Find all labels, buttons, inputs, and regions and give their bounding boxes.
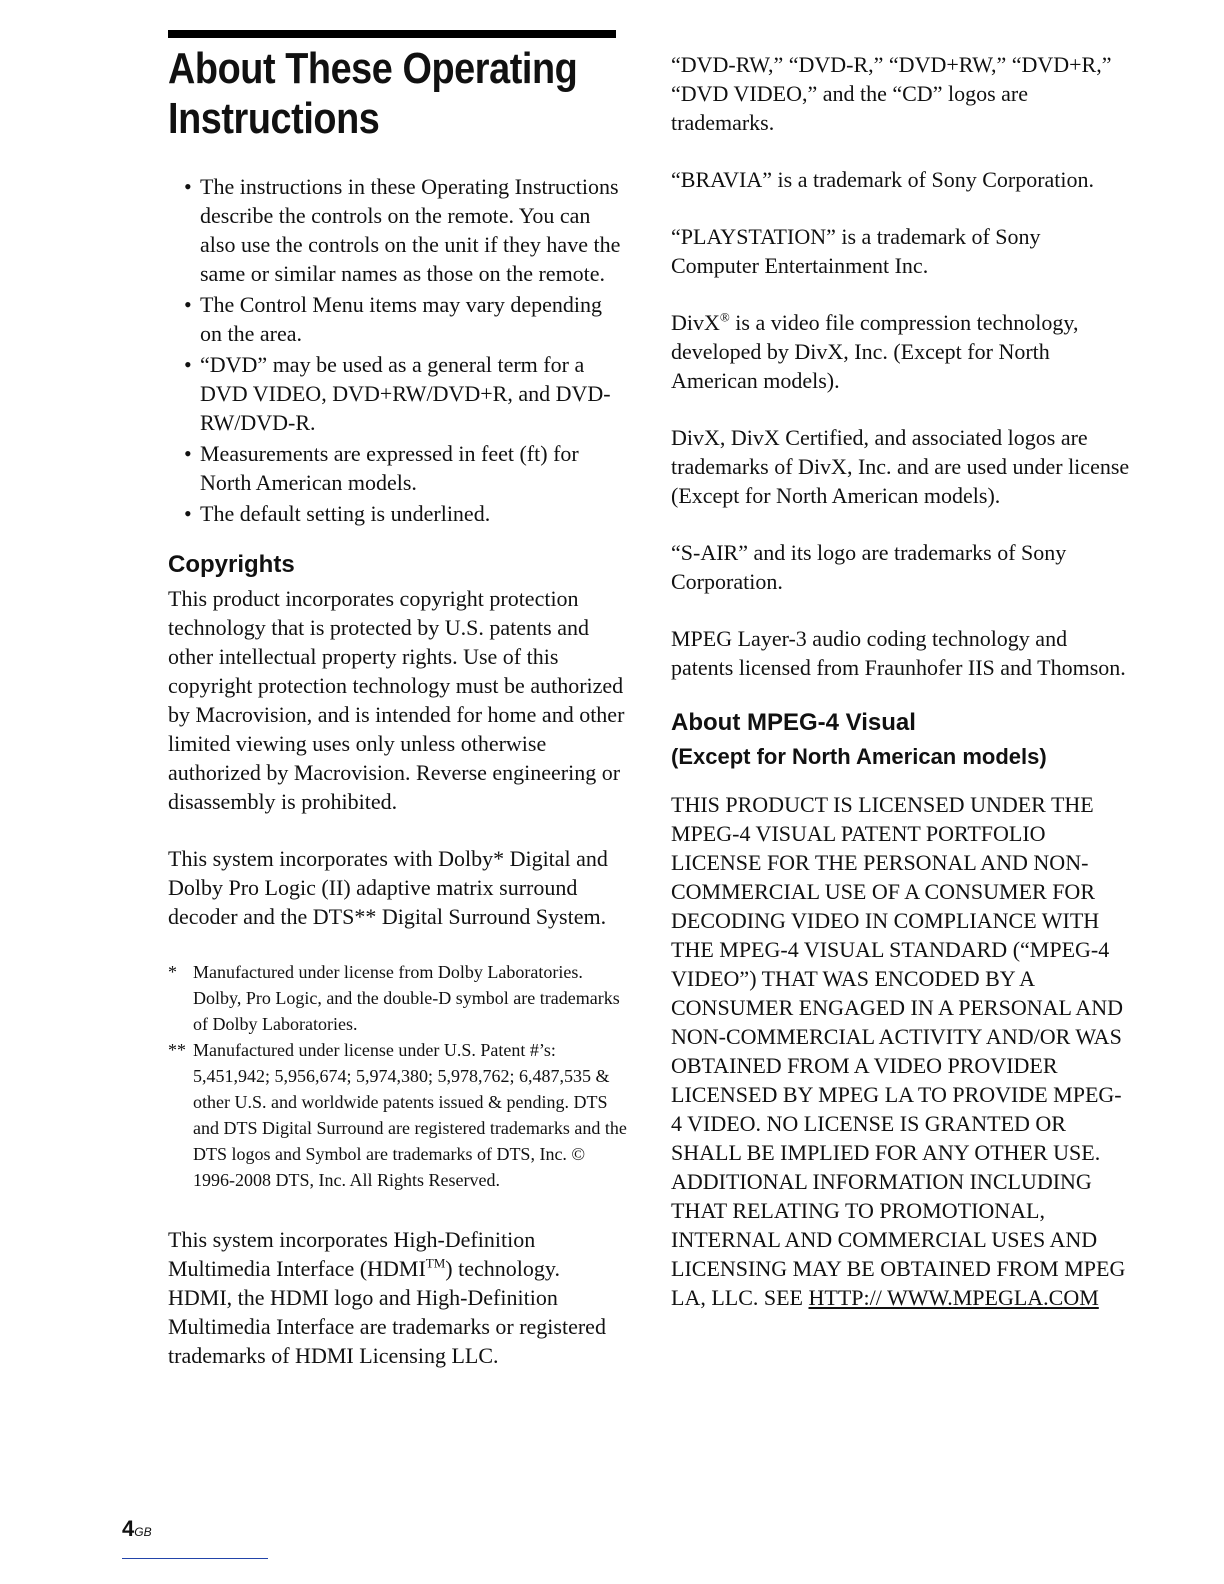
- left-column: [168, 44, 628, 1370]
- s-air-paragraph: “S-AIR” and its logo are trademarks of Sony Corporation.: [671, 540, 1067, 594]
- list-item: • “DVD” may be used as a general term for a DVD VIDEO, DVD+RW/DVD+R, and DVD-RW/DVD-R.: [184, 350, 628, 437]
- mpeg4-heading: About MPEG-4 Visual: [671, 709, 916, 736]
- mpeg-layer3-paragraph: MPEG Layer-3 audio coding technology and patents licensed from Fraunhofer IIS and Thomson.: [671, 626, 1126, 680]
- footnote-text: Manufactured under license under U.S. Patent #’s: 5,451,942; 5,956,674; 5,974,380; 5,978,762; 6,487,535 & other U.S. and worldwide patents issued & pending. DTS and DTS Digital Surround are registered trademarks and the DTS logos and Symbol are trademarks of DTS, Inc. © 1996-2008 DTS, Inc. All Rights Reserved.: [193, 1040, 627, 1190]
- page-title: [168, 44, 615, 144]
- dolby-dts-paragraph: This system incorporates with Dolby* Digital and Dolby Pro Logic (II) adaptive matrix surround decoder and the DTS** Digital Surround System.: [168, 846, 608, 929]
- mpeg4-license-paragraph: [671, 790, 1131, 1312]
- trademark-symbol: TM: [425, 1255, 446, 1271]
- footnote-mark: *: [168, 962, 177, 982]
- footnote-mark: **: [168, 1040, 186, 1060]
- mpeg4-subheading: (Except for North American models): [671, 744, 1047, 769]
- hdmi-text-1: This system incorporates High-Definition Multimedia Interface (HDMI: [168, 1227, 536, 1281]
- registered-symbol: ®: [719, 309, 730, 325]
- divx-text-1: DivX: [671, 310, 720, 335]
- right-column: [671, 50, 1131, 1312]
- copyright-protection-paragraph: This product incorporates copyright protection technology that is protected by U.S. patents and other intellectual property rights. Use of this copyright protection technology must be authorized by Macrovision, and is intended for home and other limited viewing uses only unless otherwise authorized by Macrovision. Reverse engineering or disassembly is prohibited.: [168, 586, 625, 814]
- mpegla-link[interactable]: HTTP:// WWW.MPEGLA.COM: [808, 1285, 1099, 1310]
- list-item: • Measurements are expressed in feet (ft) for North American models.: [184, 439, 628, 497]
- page-number: [122, 1516, 152, 1542]
- playstation-paragraph: “PLAYSTATION” is a trademark of Sony Computer Entertainment Inc.: [671, 224, 1041, 278]
- mpeg4-license-text: THIS PRODUCT IS LICENSED UNDER THE MPEG-4 VISUAL PATENT PORTFOLIO LICENSE FOR THE PERSONAL AND NON-COMMERCIAL USE OF A CONSUMER FOR DECODING VIDEO IN COMPLIANCE WITH THE MPEG-4 VISUAL STANDARD (“MPEG-4 VIDEO”) THAT WAS ENCODED BY A CONSUMER ENGAGED IN A PERSONAL AND NON-COMMERCIAL ACTIVITY AND/OR WAS OBTAINED FROM A VIDEO PROVIDER LICENSED BY MPEG LA TO PROVIDE MPEG-4 VIDEO. NO LICENSE IS GRANTED OR SHALL BE IMPLIED FOR ANY OTHER USE. ADDITIONAL INFORMATION INCLUDING THAT RELATING TO PROMOTIONAL, INTERNAL AND COMMERCIAL USES AND LICENSING MAY BE OBTAINED FROM MPEG LA, LLC. SEE: [671, 792, 1126, 1310]
- instructions-list: [184, 172, 628, 528]
- footnote-text: Manufactured under license from Dolby Laboratories.: [193, 962, 583, 982]
- list-item: • The Control Menu items may vary depending on the area.: [184, 290, 628, 348]
- page-number-suffix: GB: [134, 1525, 152, 1539]
- hdmi-paragraph: [168, 1225, 628, 1370]
- divx-text-2: is a video file compression technology, developed by DivX, Inc. (Except for North American models).: [671, 310, 1079, 393]
- page-title-line1: About These Operating: [168, 44, 578, 93]
- dvd-trademarks-paragraph: “DVD-RW,” “DVD-R,” “DVD+RW,” “DVD+R,” “DVD VIDEO,” and the “CD” logos are trademarks.: [671, 52, 1112, 135]
- bravia-paragraph: “BRAVIA” is a trademark of Sony Corporation.: [671, 167, 1095, 192]
- hdmi-text-2: ) technology. HDMI, the HDMI logo and High-Definition Multimedia Interface are trademarks or registered trademarks of HDMI Licensing LLC.: [168, 1256, 606, 1368]
- divx-certified-paragraph: DivX, DivX Certified, and associated logos are trademarks of DivX, Inc. and are used under license (Except for North American models).: [671, 425, 1130, 508]
- footnote-dts: [168, 1037, 628, 1193]
- copyrights-heading: Copyrights: [168, 551, 295, 578]
- page-title-line2: Instructions: [168, 94, 380, 143]
- footer-rule: [122, 1558, 268, 1559]
- footnotes: [168, 959, 628, 1193]
- footnote-text-2: Dolby, Pro Logic, and the double-D symbol are trademarks of Dolby Laboratories.: [193, 988, 620, 1034]
- page-number-value: 4: [122, 1516, 135, 1541]
- footnote-dolby: [168, 959, 628, 1037]
- list-item: • The default setting is underlined.: [184, 499, 628, 528]
- title-rule: [168, 30, 616, 38]
- divx-paragraph: [671, 308, 1131, 395]
- list-item: • The instructions in these Operating Instructions describe the controls on the remote. You can also use the controls on the unit if they have the same or similar names as those on the remote.: [184, 172, 628, 288]
